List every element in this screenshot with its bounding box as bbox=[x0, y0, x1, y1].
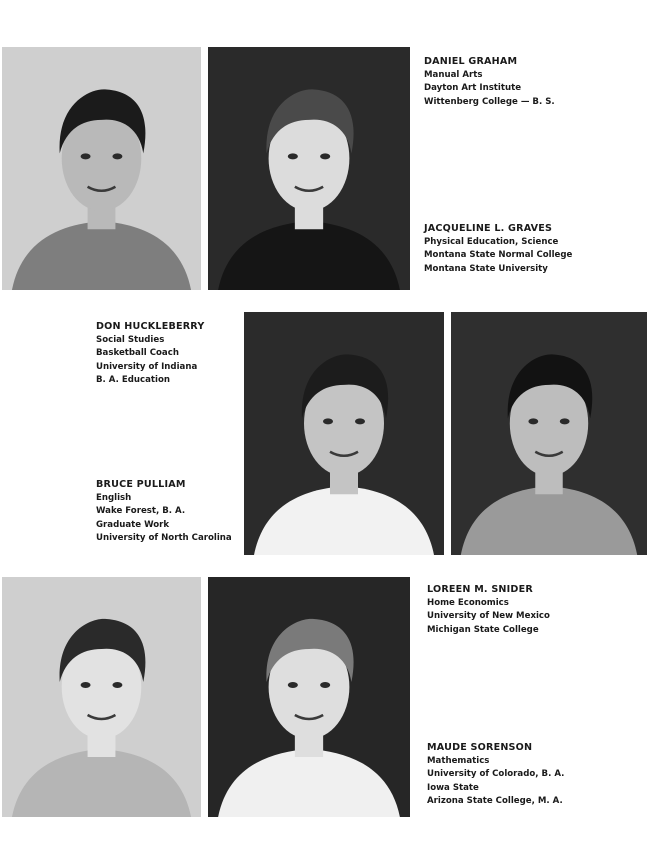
detail-line: Michigan State College bbox=[427, 624, 539, 635]
caption-jacqueline-graves bbox=[424, 222, 572, 276]
name-bruce-pulliam: BRUCE PULLIAM bbox=[96, 479, 186, 490]
photo-daniel-graham bbox=[2, 47, 201, 290]
detail-line: Mathematics bbox=[427, 756, 490, 767]
detail-line: University of Colorado, B. A. bbox=[427, 769, 565, 780]
caption-don-huckleberry bbox=[96, 320, 205, 387]
detail-line: Graduate Work bbox=[96, 519, 170, 530]
caption-daniel-graham bbox=[424, 55, 555, 109]
portrait-graphic bbox=[208, 47, 410, 290]
portrait-graphic bbox=[2, 47, 201, 290]
detail-line: English bbox=[96, 493, 132, 504]
detail-line: Iowa State bbox=[427, 782, 479, 793]
name-daniel-graham: DANIEL GRAHAM bbox=[424, 56, 518, 67]
portrait-graphic bbox=[2, 577, 201, 817]
detail-line: Social Studies bbox=[96, 335, 165, 346]
portrait-graphic bbox=[208, 577, 410, 817]
detail-line: Arizona State College, M. A. bbox=[427, 795, 563, 806]
name-maude-sorenson: MAUDE SORENSON bbox=[427, 742, 533, 753]
detail-line: Montana State University bbox=[424, 263, 548, 274]
detail-line: University of Indiana bbox=[96, 361, 198, 372]
caption-maude-sorenson bbox=[427, 741, 564, 808]
detail-line: Montana State Normal College bbox=[424, 250, 573, 261]
detail-line: Basketball Coach bbox=[96, 348, 179, 359]
photo-don-huckleberry bbox=[244, 312, 444, 555]
name-jacqueline-graves: JACQUELINE L. GRAVES bbox=[424, 223, 553, 234]
name-loreen-snider: LOREEN M. SNIDER bbox=[427, 584, 533, 595]
name-don-huckleberry: DON HUCKLEBERRY bbox=[96, 321, 205, 332]
photo-maude-sorenson bbox=[208, 577, 410, 817]
photo-jacqueline-graves bbox=[208, 47, 410, 290]
detail-line: Dayton Art Institute bbox=[424, 83, 522, 94]
detail-line: University of North Carolina bbox=[96, 532, 232, 543]
detail-line: Home Economics bbox=[427, 598, 509, 609]
detail-line: Wake Forest, B. A. bbox=[96, 506, 186, 517]
photo-loreen-snider bbox=[2, 577, 201, 817]
detail-line: University of New Mexico bbox=[427, 611, 550, 622]
caption-loreen-snider bbox=[427, 583, 550, 637]
portrait-graphic bbox=[451, 312, 647, 555]
photo-bruce-pulliam bbox=[451, 312, 647, 555]
detail-line: B. A. Education bbox=[96, 374, 170, 385]
detail-line: Physical Education, Science bbox=[424, 237, 559, 248]
caption-bruce-pulliam bbox=[96, 478, 232, 545]
detail-line: Wittenberg College — B. S. bbox=[424, 96, 555, 107]
portrait-graphic bbox=[244, 312, 444, 555]
detail-line: Manual Arts bbox=[424, 70, 483, 81]
